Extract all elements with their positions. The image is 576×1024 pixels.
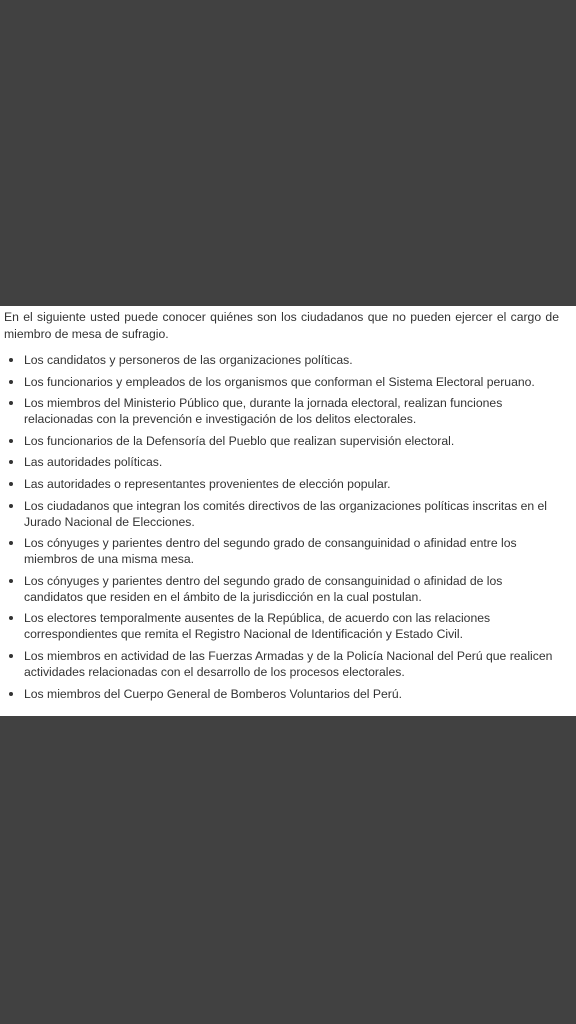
list-item xyxy=(4,374,560,390)
bullet-icon xyxy=(9,579,13,583)
bullet-icon xyxy=(9,439,13,443)
bullet-icon xyxy=(9,654,13,658)
list-item-text: Los electores temporalmente ausentes de la República, de acuerdo con las relaciones correspondientes que remita el Registro Nacional de Identificación y Estado Civil. xyxy=(24,611,491,642)
list-item-text: Los miembros del Cuerpo General de Bomberos Voluntarios del Perú. xyxy=(24,686,403,701)
list-item xyxy=(4,686,560,702)
list-item xyxy=(4,433,560,449)
list-item xyxy=(4,573,560,605)
list-item-text: Los candidatos y personeros de las organizaciones políticas. xyxy=(24,353,353,367)
list-item-text: Las autoridades o representantes provenientes de elección popular. xyxy=(24,476,391,491)
bullet-icon xyxy=(9,460,13,464)
intro-paragraph: En el siguiente usted puede conocer quiénes son los ciudadanos que no pueden ejercer el cargo de miembro de mesa de sufragio. xyxy=(4,310,559,341)
list-item xyxy=(4,535,560,567)
bullet-icon xyxy=(9,616,13,620)
bullet-icon xyxy=(9,482,13,486)
list-item-text: Las autoridades políticas. xyxy=(24,455,163,470)
list-item-text: Los ciudadanos que integran los comités directivos de las organizaciones políticas inscritas en el Jurado Nacional de Elecciones. xyxy=(24,498,547,529)
list-item-text: Los funcionarios y empleados de los organismos que conforman el Sistema Electoral peruano. xyxy=(24,374,535,389)
bullet-icon xyxy=(9,401,13,405)
list-item xyxy=(4,454,560,470)
list-item xyxy=(4,476,560,492)
list-item-text: Los miembros en actividad de las Fuerzas Armadas y de la Policía Nacional del Perú que realicen actividades relacionadas con el desarrollo de los procesos electorales. xyxy=(24,648,553,679)
bullet-icon xyxy=(9,504,13,508)
list-item-text: Los cónyuges y parientes dentro del segundo grado de consanguinidad o afinidad de los candidatos que residen en el ámbito de la jurisdicción en la cual postulan. xyxy=(24,573,503,604)
list-item-text: Los funcionarios de la Defensoría del Pueblo que realizan supervisión electoral. xyxy=(24,433,455,448)
list-item-text: Los miembros del Ministerio Público que, durante la jornada electoral, realizan funciones relacionadas con la prevención e investigación de los delitos electorales. xyxy=(24,396,503,427)
bullet-icon xyxy=(9,358,13,362)
bullet-icon xyxy=(9,380,13,384)
list-item xyxy=(4,610,560,642)
bullet-icon xyxy=(9,692,13,696)
list-item xyxy=(4,395,560,427)
list-item xyxy=(4,498,560,530)
document-card xyxy=(0,306,576,716)
bullet-icon xyxy=(9,541,13,545)
list-item xyxy=(4,648,560,680)
list-item-text: Los cónyuges y parientes dentro del segundo grado de consanguinidad o afinidad entre los miembros de una misma mesa. xyxy=(24,536,517,567)
exclusion-list xyxy=(4,352,572,702)
list-item xyxy=(4,352,560,368)
